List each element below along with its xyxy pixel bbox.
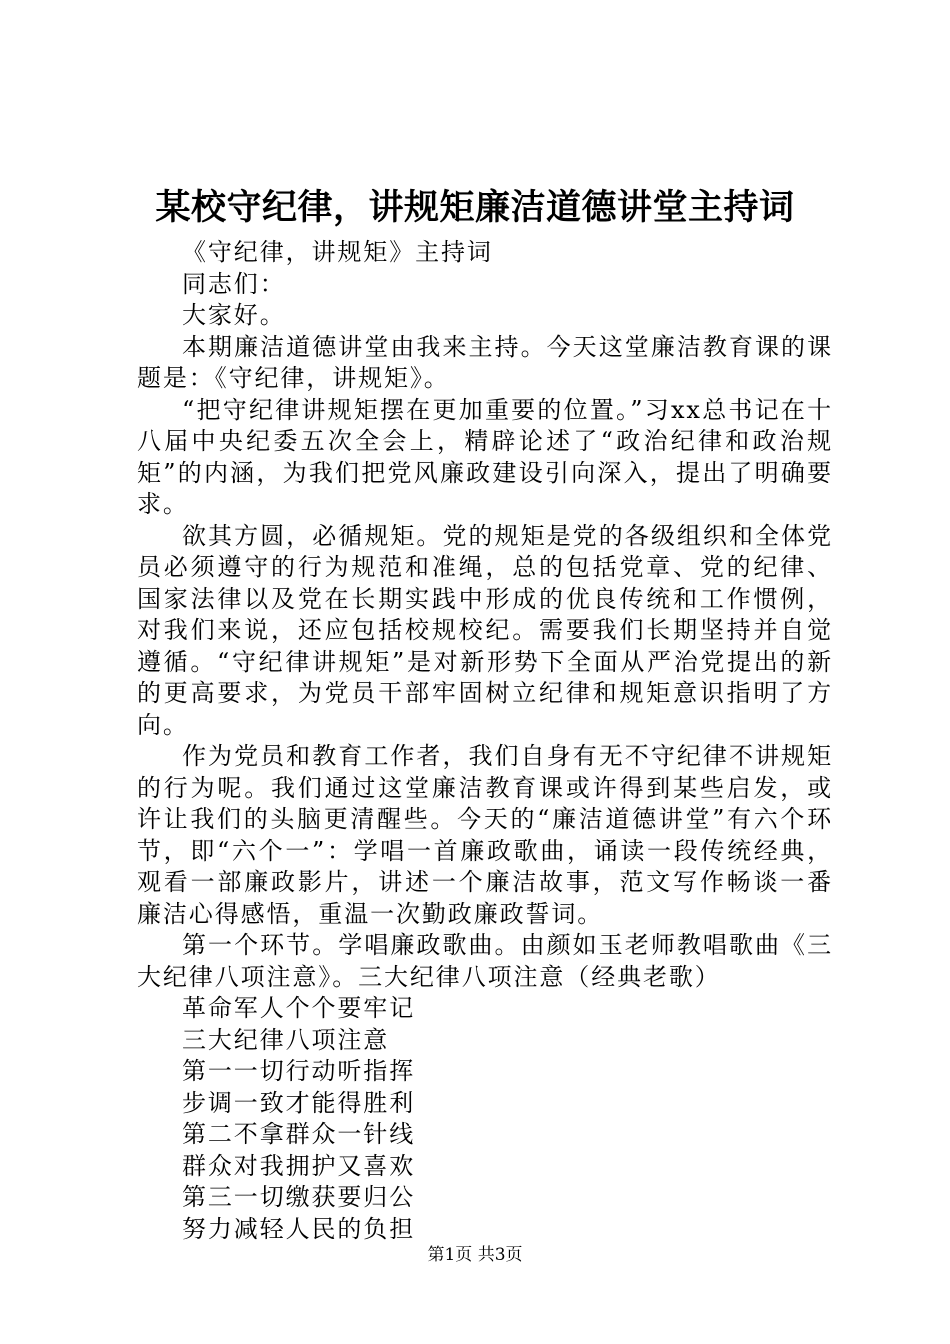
paragraph: 同志们： bbox=[182, 269, 286, 298]
paragraph: 《守纪律，讲规矩》主持词 bbox=[182, 238, 493, 266]
document-body bbox=[137, 237, 833, 1245]
paragraph: 本期廉洁道德讲堂由我来主持。今天这堂廉洁教育课的课题是：《守纪律，讲规矩》。 bbox=[137, 332, 833, 392]
lyric-line: 革命军人个个要牢记 bbox=[182, 994, 416, 1022]
paragraph: 欲其方圆，必循规矩。党的规矩是党的各级组织和全体党员必须遵守的行为规范和准绳，总的包括党章、党的纪律、国家法律以及党在长期实践中形成的优良传统和工作惯例，对我们来说，还应包括校规校纪。需要我们长期坚持并自觉遵循。“守纪律讲规矩”是对新形势下全面从严治党提出的新的更高要求，为党员干部牢固树立纪律和规矩意识指明了方向。 bbox=[137, 521, 833, 739]
paragraph: 作为党员和教育工作者，我们自身有无不守纪律不讲规矩的行为呢。我们通过这堂廉洁教育课或许得到某些启发，或许让我们的头脑更清醒些。今天的“廉洁道德讲堂”有六个环节，即“六个一”：学唱一首廉政歌曲，诵读一段传统经典，观看一部廉政影片，讲述一个廉洁故事，范文写作畅谈一番廉洁心得感悟，重温一次勤政廉政誓词。 bbox=[137, 742, 833, 928]
paragraph: “把守纪律讲规矩摆在更加重要的位置。”习xx总书记在十八届中央纪委五次全会上，精辟论述了“政治纪律和政治规矩”的内涵，为我们把党风廉政建设引向深入，提出了明确要求。 bbox=[137, 395, 833, 518]
document-title: 某校守纪律，讲规矩廉洁道德讲堂主持词 bbox=[155, 187, 795, 228]
lyric-line: 第一一切行动听指挥 bbox=[182, 1057, 416, 1085]
paragraph: 第一个环节。学唱廉政歌曲。由颜如玉老师教唱歌曲《三大纪律八项注意》。三大纪律八项注意（经典老歌） bbox=[137, 931, 833, 991]
lyric-line: 步调一致才能得胜利 bbox=[182, 1088, 416, 1117]
lyric-line: 第三一切缴获要归公 bbox=[182, 1183, 416, 1211]
lyric-line: 三大纪律八项注意 bbox=[182, 1025, 390, 1054]
lyric-line: 努力减轻人民的负担 bbox=[182, 1214, 416, 1243]
lyric-line: 第二不拿群众一针线 bbox=[182, 1120, 416, 1148]
paragraph: 大家好。 bbox=[182, 301, 286, 329]
page-number-footer: 第1页 共3页 bbox=[427, 1245, 523, 1265]
lyric-line: 群众对我拥护又喜欢 bbox=[182, 1151, 416, 1180]
